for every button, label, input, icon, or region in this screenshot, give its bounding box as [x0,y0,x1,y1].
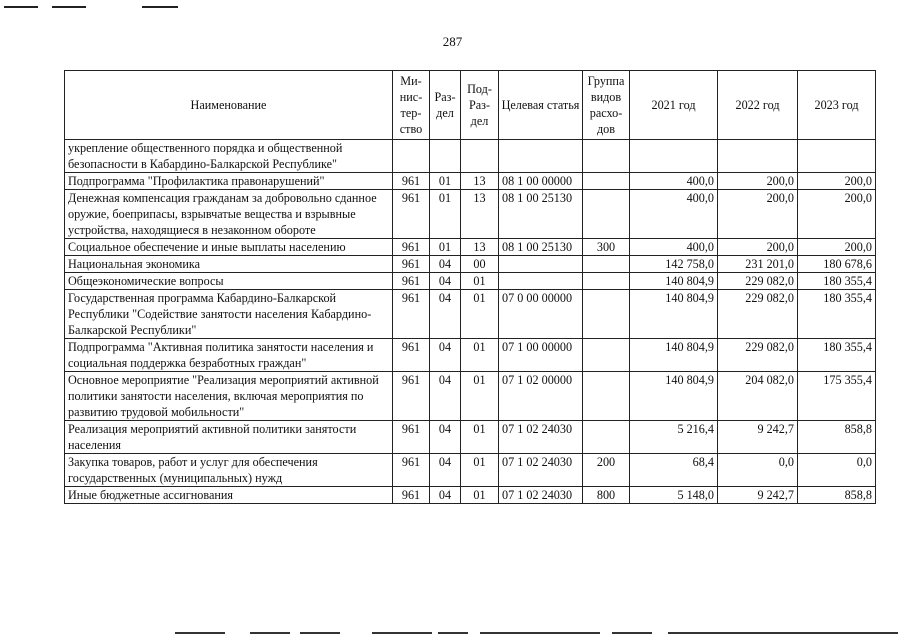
cell-target: 07 1 02 24030 [499,487,583,504]
cell-section: 04 [430,339,461,372]
table-row [65,273,876,290]
cell-2021: 140 804,9 [630,339,718,372]
budget-table [64,70,876,504]
cell-group [583,372,630,421]
cell-2022: 229 082,0 [718,339,798,372]
cell-subsection: 01 [461,339,499,372]
cell-name: Государственная программа Кабардино-Балкарской Республики "Содействие занятости населения Кабардино-Балкарской Республики" [65,290,393,339]
cell-2022: 204 082,0 [718,372,798,421]
cell-2021: 400,0 [630,239,718,256]
cell-group: 200 [583,454,630,487]
cell-section: 04 [430,256,461,273]
cell-2021: 142 758,0 [630,256,718,273]
bottom-edge-mark [668,632,898,634]
table-row [65,190,876,239]
cell-2023: 200,0 [798,190,876,239]
cell-2022: 200,0 [718,239,798,256]
cell-2022: 229 082,0 [718,290,798,339]
cell-section: 01 [430,239,461,256]
column-header-group: Группа видов расхо-дов [583,71,630,140]
cell-2022: 231 201,0 [718,256,798,273]
cell-group [583,339,630,372]
bottom-edge-mark [175,632,225,634]
cell-name: Подпрограмма "Активная политика занятости населения и социальная поддержка безработных граждан" [65,339,393,372]
cell-target: 07 1 02 00000 [499,372,583,421]
bottom-edge-mark [250,632,290,634]
page-number: 287 [442,34,463,49]
cell-target: 08 1 00 25130 [499,190,583,239]
table-row [65,256,876,273]
table-row [65,140,876,173]
table-row [65,454,876,487]
cell-2021 [630,140,718,173]
cell-group [583,290,630,339]
cell-subsection: 01 [461,273,499,290]
cell-target: 07 0 00 00000 [499,290,583,339]
top-edge-mark [52,6,86,8]
column-header-subsection: Под-Раз-дел [461,71,499,140]
cell-2022: 200,0 [718,173,798,190]
cell-section: 04 [430,372,461,421]
cell-2023: 0,0 [798,454,876,487]
bottom-edge-mark [612,632,652,634]
cell-section [430,140,461,173]
cell-ministry: 961 [393,190,430,239]
cell-subsection [461,140,499,173]
cell-ministry: 961 [393,273,430,290]
cell-2021: 140 804,9 [630,372,718,421]
cell-2022: 229 082,0 [718,273,798,290]
column-header-section: Раз-дел [430,71,461,140]
cell-name: Денежная компенсация гражданам за добровольно сданное оружие, боеприпасы, взрывчатые вещества и взрывные устройства, находящиеся в незаконном обороте [65,190,393,239]
cell-target: 08 1 00 25130 [499,239,583,256]
cell-target: 07 1 02 24030 [499,454,583,487]
cell-group: 800 [583,487,630,504]
cell-2022: 9 242,7 [718,421,798,454]
cell-group [583,273,630,290]
cell-target: 08 1 00 00000 [499,173,583,190]
cell-subsection: 01 [461,290,499,339]
cell-section: 04 [430,421,461,454]
cell-2023: 200,0 [798,239,876,256]
bottom-edge-mark [300,632,340,634]
cell-target: 07 1 00 00000 [499,339,583,372]
cell-group [583,421,630,454]
table-row [65,239,876,256]
bottom-edge-mark [438,632,468,634]
bottom-edge-mark [372,632,432,634]
cell-2023: 180 355,4 [798,339,876,372]
column-header-2022: 2022 год [718,71,798,140]
cell-ministry: 961 [393,290,430,339]
cell-subsection: 13 [461,239,499,256]
cell-2023: 858,8 [798,421,876,454]
cell-ministry: 961 [393,239,430,256]
cell-2023: 200,0 [798,173,876,190]
cell-group [583,173,630,190]
table-row [65,372,876,421]
cell-ministry [393,140,430,173]
top-edge-mark [142,6,178,8]
cell-ministry: 961 [393,372,430,421]
cell-name: укрепление общественного порядка и общественной безопасности в Кабардино-Балкарской Республике" [65,140,393,173]
cell-group: 300 [583,239,630,256]
cell-subsection: 13 [461,173,499,190]
cell-2023: 858,8 [798,487,876,504]
cell-ministry: 961 [393,339,430,372]
cell-2021: 68,4 [630,454,718,487]
cell-name: Общеэкономические вопросы [65,273,393,290]
top-edge-mark [4,6,38,8]
cell-section: 01 [430,190,461,239]
cell-section: 04 [430,273,461,290]
table-row [65,487,876,504]
cell-name: Реализация мероприятий активной политики занятости населения [65,421,393,454]
cell-target [499,273,583,290]
column-header-2021: 2021 год [630,71,718,140]
table-row [65,339,876,372]
cell-2023: 180 355,4 [798,290,876,339]
cell-2021: 140 804,9 [630,290,718,339]
cell-2023: 175 355,4 [798,372,876,421]
cell-group [583,256,630,273]
cell-section: 04 [430,454,461,487]
cell-2021: 400,0 [630,190,718,239]
table-body [65,140,876,504]
cell-ministry: 961 [393,173,430,190]
cell-name: Иные бюджетные ассигнования [65,487,393,504]
cell-2023: 180 355,4 [798,273,876,290]
column-header-target: Целевая статья [499,71,583,140]
cell-name: Подпрограмма "Профилактика правонарушений" [65,173,393,190]
cell-ministry: 961 [393,256,430,273]
cell-subsection: 01 [461,372,499,421]
cell-target [499,140,583,173]
cell-2023: 180 678,6 [798,256,876,273]
table-row [65,421,876,454]
cell-ministry: 961 [393,454,430,487]
cell-2022 [718,140,798,173]
cell-name: Основное мероприятие "Реализация мероприятий активной политики занятости населения, включая мероприятия по развитию трудовой мобильности" [65,372,393,421]
cell-target: 07 1 02 24030 [499,421,583,454]
table-row [65,173,876,190]
table-row [65,290,876,339]
cell-ministry: 961 [393,487,430,504]
cell-2022: 9 242,7 [718,487,798,504]
cell-2022: 0,0 [718,454,798,487]
cell-ministry: 961 [393,421,430,454]
column-header-2023: 2023 год [798,71,876,140]
column-header-ministry: Ми-нис-тер-ство [393,71,430,140]
cell-name: Национальная экономика [65,256,393,273]
cell-name: Социальное обеспечение и иные выплаты населению [65,239,393,256]
cell-2021: 5 148,0 [630,487,718,504]
cell-name: Закупка товаров, работ и услуг для обеспечения государственных (муниципальных) нужд [65,454,393,487]
cell-section: 01 [430,173,461,190]
cell-group [583,190,630,239]
cell-2021: 140 804,9 [630,273,718,290]
column-header-name: Наименование [65,71,393,140]
cell-subsection: 01 [461,421,499,454]
cell-subsection: 01 [461,454,499,487]
cell-section: 04 [430,487,461,504]
cell-section: 04 [430,290,461,339]
bottom-edge-mark [480,632,600,634]
cell-subsection: 13 [461,190,499,239]
cell-subsection: 00 [461,256,499,273]
cell-group [583,140,630,173]
cell-target [499,256,583,273]
table-header-row [65,71,876,140]
cell-2021: 400,0 [630,173,718,190]
cell-subsection: 01 [461,487,499,504]
cell-2023 [798,140,876,173]
cell-2022: 200,0 [718,190,798,239]
cell-2021: 5 216,4 [630,421,718,454]
